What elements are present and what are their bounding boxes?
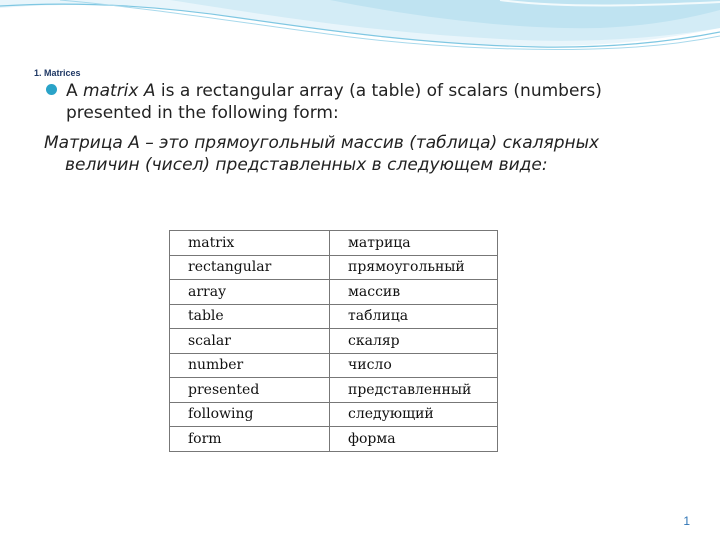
intro-rest: is a rectangular array (a table) of scalars (numbers) presented in the following form: xyxy=(66,81,602,123)
table-row xyxy=(170,378,498,403)
bullet-dot-icon xyxy=(46,84,57,95)
vocabulary-table xyxy=(169,230,498,452)
table-row xyxy=(170,280,498,305)
header-wave-decoration xyxy=(0,0,720,70)
table-row xyxy=(170,255,498,280)
english-term-cell: matrix xyxy=(170,231,330,256)
russian-term-cell: таблица xyxy=(330,304,498,329)
english-term-cell: scalar xyxy=(170,329,330,354)
russian-term-cell: число xyxy=(330,353,498,378)
english-term-cell: table xyxy=(170,304,330,329)
russian-term-cell: представленный xyxy=(330,378,498,403)
vocabulary-table-body xyxy=(170,231,498,452)
english-term-cell: number xyxy=(170,353,330,378)
page-number: 1 xyxy=(683,514,690,528)
intro-term: matrix A xyxy=(83,81,156,101)
russian-term-cell: форма xyxy=(330,427,498,452)
section-title: 1. Matrices xyxy=(34,68,81,78)
russian-term-cell: прямоугольный xyxy=(330,255,498,280)
table-row xyxy=(170,427,498,452)
table-row xyxy=(170,329,498,354)
english-term-cell: presented xyxy=(170,378,330,403)
intro-english-paragraph xyxy=(46,80,626,124)
table-row xyxy=(170,353,498,378)
russian-term-cell: скаляр xyxy=(330,329,498,354)
english-term-cell: rectangular xyxy=(170,255,330,280)
table-row xyxy=(170,402,498,427)
english-term-cell: form xyxy=(170,427,330,452)
table-row xyxy=(170,231,498,256)
english-term-cell: following xyxy=(170,402,330,427)
english-term-cell: array xyxy=(170,280,330,305)
intro-prefix: A xyxy=(66,81,84,101)
intro-russian-paragraph: Матрица А – это прямоугольный массив (таблица) скалярных величин (чисел) представленных в следующем виде: xyxy=(44,133,600,175)
russian-term-cell: массив xyxy=(330,280,498,305)
russian-term-cell: матрица xyxy=(330,231,498,256)
russian-term-cell: следующий xyxy=(330,402,498,427)
table-row xyxy=(170,304,498,329)
